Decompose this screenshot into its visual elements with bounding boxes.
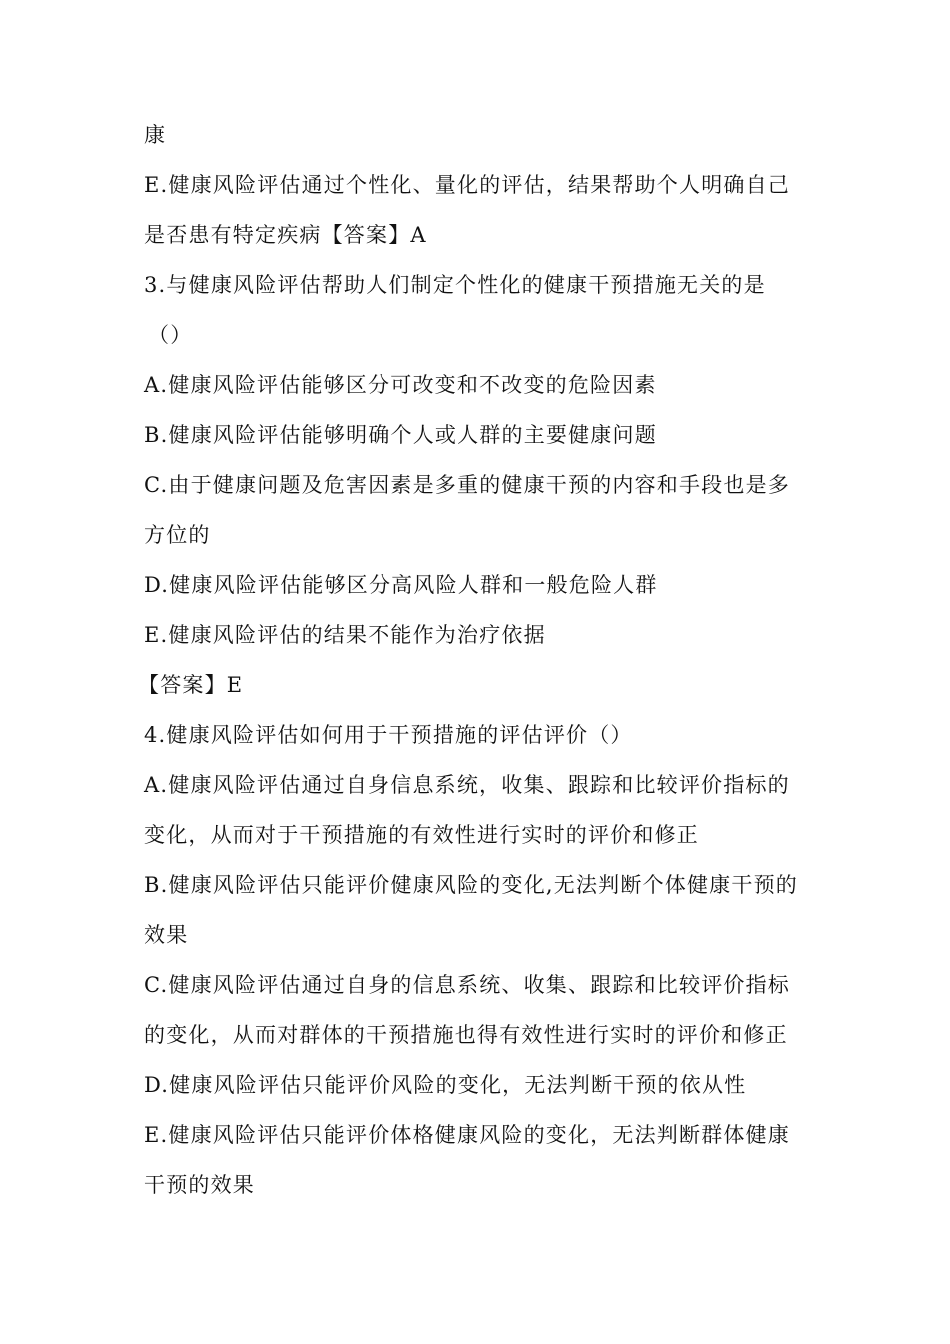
option-a-q3: A.健康风险评估能够区分可改变和不改变的危险因素 [144, 373, 657, 397]
option-c-q3-line2: 方位的 [144, 523, 211, 547]
option-b-q4-line2: 效果 [144, 923, 189, 947]
question-3-line1: 3.与健康风险评估帮助人们制定个性化的健康干预措施无关的是 [144, 273, 766, 297]
question-4: 4.健康风险评估如何用于干预措施的评估评价（） [144, 723, 633, 747]
option-e-q3: E.健康风险评估的结果不能作为治疗依据 [144, 623, 546, 647]
answer-q3: 【答案】E [138, 673, 244, 697]
option-d-q3: D.健康风险评估能够区分高风险人群和一般危险人群 [144, 573, 658, 597]
option-a-q4-line2: 变化，从而对于干预措施的有效性进行实时的评价和修正 [144, 823, 699, 847]
text-line-continuation: 康 [144, 123, 167, 147]
question-3-blank: （） [148, 323, 193, 347]
option-c-q3-line1: C.由于健康问题及危害因素是多重的健康干预的内容和手段也是多 [144, 473, 790, 497]
option-c-q4-line1: C.健康风险评估通过自身的信息系统、收集、跟踪和比较评价指标 [144, 973, 790, 997]
option-b-q3: B.健康风险评估能够明确个人或人群的主要健康问题 [144, 423, 657, 447]
option-e-q4-line1: E.健康风险评估只能评价体格健康风险的变化，无法判断群体健康 [144, 1123, 791, 1147]
option-b-q4-line1: B.健康风险评估只能评价健康风险的变化,无法判断个体健康干预的 [144, 873, 798, 897]
option-e-q2-line1: E.健康风险评估通过个性化、量化的评估，结果帮助个人明确自己 [144, 173, 791, 197]
option-c-q4-line2: 的变化，从而对群体的干预措施也得有效性进行实时的评价和修正 [144, 1023, 788, 1047]
option-d-q4: D.健康风险评估只能评价风险的变化，无法判断干预的依从性 [144, 1073, 747, 1097]
option-a-q4-line1: A.健康风险评估通过自身信息系统，收集、跟踪和比较评价指标的 [144, 773, 790, 797]
option-e-q2-line2-with-answer: 是否患有特定疾病【答案】A [144, 223, 427, 247]
option-e-q4-line2: 干预的效果 [144, 1173, 255, 1197]
